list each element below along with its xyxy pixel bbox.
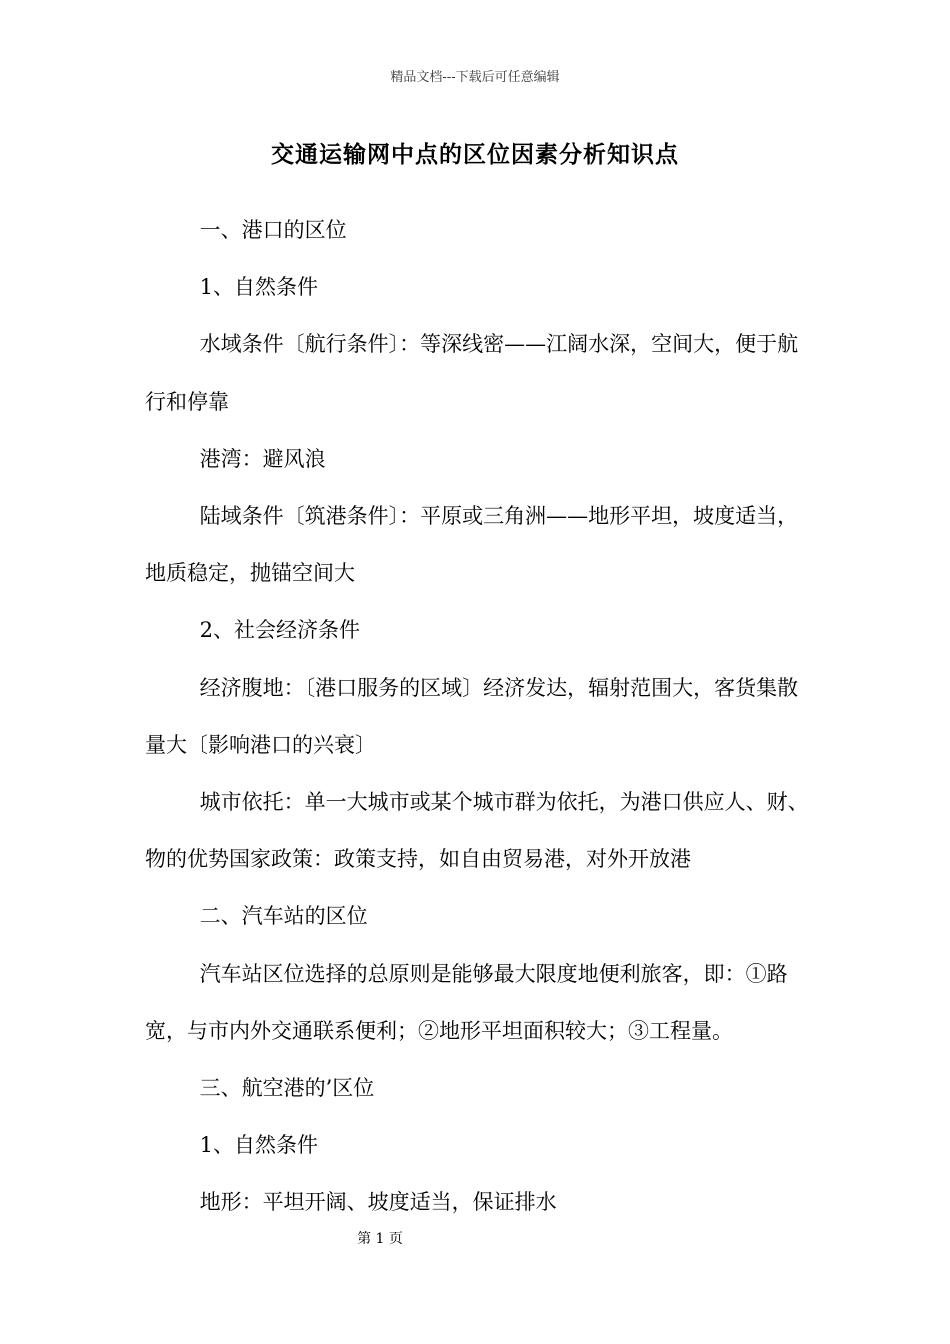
subheading-natural-conditions: 1、自然条件: [199, 275, 318, 300]
document-title: 交通运输网中点的区位因素分析知识点: [271, 141, 679, 168]
section-heading-airport: 三、航空港的’区位: [199, 1076, 375, 1101]
document-body: [145, 202, 809, 1232]
section-heading-port: 一、港口的区位: [199, 218, 347, 242]
paragraph-land-conditions: 陆域条件〔筑港条件〕：平原或三角洲——地形平坦，坡度适当，地质稳定，抛锚空间大: [145, 504, 799, 586]
paragraph-terrain: 地形：平坦开阔、坡度适当，保证排水: [199, 1190, 557, 1215]
paragraph-city-support: 城市依托：单一大城市或某个城市群为依托，为港口供应人、财、物的优势国家政策：政策支持，如自由贸易港，对外开放港: [145, 790, 809, 872]
page-header: 精品文档---下载后可任意编辑: [390, 70, 560, 85]
subheading-airport-natural: 1、自然条件: [199, 1133, 318, 1158]
section-heading-bus-station: 二、汽车站的区位: [199, 904, 368, 929]
subheading-socioeconomic: 2、社会经济条件: [199, 618, 360, 643]
paragraph-bus-station-principle: 汽车站区位选择的总原则是能够最大限度地便利旅客，即：①路宽，与市内外交通联系便利；②地形平坦面积较大；③工程量。: [145, 961, 788, 1043]
paragraph-water-conditions: 水域条件〔航行条件〕：等深线密——江阔水深，空间大，便于航行和停靠: [145, 332, 799, 414]
paragraph-hinterland: 经济腹地：〔港口服务的区域〕经济发达，辐射范围大，客货集散量大〔影响港口的兴衰〕: [145, 675, 799, 757]
paragraph-harbor: 港湾：避风浪: [199, 446, 326, 471]
page-number: 第 1 页: [357, 1231, 403, 1247]
